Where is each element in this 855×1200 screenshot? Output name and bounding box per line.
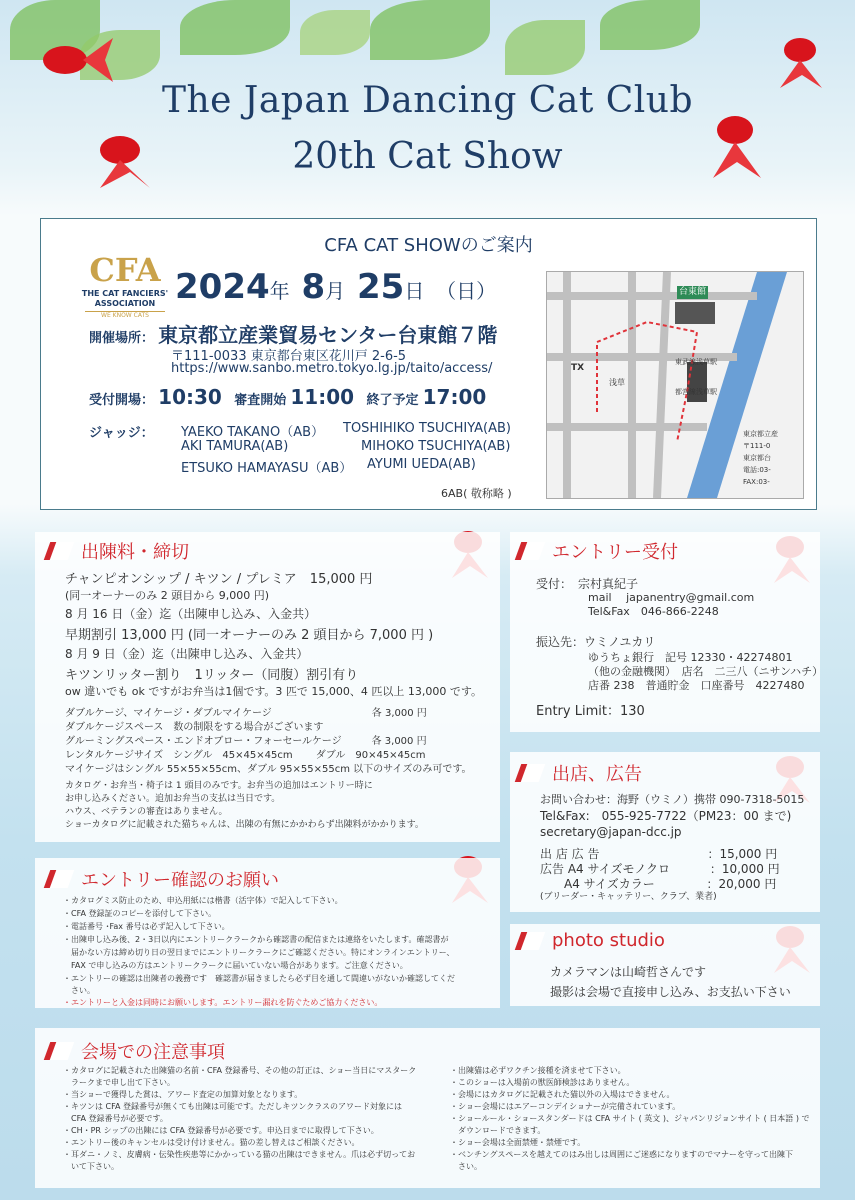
photo-line: 撮影は会場で直接申し込み、お支払い下さい — [550, 985, 791, 999]
notes-left-line: CFA 登録番号が必要です。 — [63, 1114, 168, 1123]
fees-heading: 出陳料・締切 — [81, 542, 189, 563]
fee-line: ダブルケージスペース 数の制限をする場合がございます — [65, 722, 324, 733]
notes-left-line: ラークまで申し出て下さい。 — [63, 1078, 175, 1087]
fee-line: ハウス、ベテランの審査はありません。 — [65, 807, 228, 817]
notes-left-line: ・CH・PR シップの出陳には CFA 登録番号が必要です。申込日までに取得して下さい。 — [63, 1126, 379, 1135]
shop-ad-section — [510, 752, 820, 912]
map-label: 東京都台 — [743, 454, 771, 462]
shop-line: (ブリーダー・キャッテリー、クラブ、業者) — [540, 892, 717, 902]
show-title-line1: The Japan Dancing Cat Club — [161, 80, 694, 121]
venue-notes-section — [35, 1028, 820, 1188]
confirm-line: ・カタログミス防止のため、申込用紙には楷書（活字体）で記入して下さい。 — [63, 896, 343, 905]
confirm-line: FAX で申し込みの方はエントリークラークに届いていない場合があります。ご注意ください。 — [63, 961, 408, 970]
entry-line: 振込先：ウミノユカリ — [536, 635, 656, 649]
honorific-note: 6AB( 敬称略 ) — [441, 487, 512, 500]
confirm-heading: エントリー確認のお願い — [81, 870, 279, 891]
venue-row: 開催場所： 東京都立産業貿易センター台東館７階 — [89, 323, 498, 347]
fee-line: ow 違いでも ok ですがお弁当は1個です。3 匹で 15,000、4 匹以上 13,000 です。 — [65, 685, 483, 698]
entry-confirm-section — [35, 858, 500, 1008]
map-label: 台東館 — [679, 287, 707, 297]
judge-name: YAEKO TAKANO（AB） — [181, 425, 325, 440]
map-label: 電話:03- — [743, 466, 771, 474]
maple-leaf-decoration — [300, 10, 370, 55]
map-label: 都営線浅草駅 — [675, 388, 717, 396]
fee-line: お申し込みください。追加お弁当の支払は当日です。 — [65, 794, 281, 804]
fee-line: マイケージはシングル 55×55×55cm、ダブル 95×55×55cm 以下のサイズのみ可です。 — [65, 764, 472, 775]
notes-right-line: ・ショー会場にはエアーコンデイショナーが完備されています。 — [450, 1102, 681, 1111]
notes-right-line: ・このショーは入場前の獣医師検診はありません。 — [450, 1078, 635, 1087]
notes-left-line: ・カタログに記載された出陳猫の名前・CFA 登録番号、その他の訂正は、ショー当日にマスターク — [63, 1066, 417, 1075]
venue-address: 〒111-0033 東京都台東区花川戸 2-6-5 — [171, 349, 407, 364]
fee-line: レンタルケージサイズ シングル 45×45×45cm ダブル 90×45×45cm — [65, 750, 426, 761]
confirm-line: 届かない方は締め切り日の翌日までにエントリークラークにご確認ください。特にオンラインエントリー、 — [63, 948, 455, 957]
fee-line: チャンピオンシップ / キツン / プレミア 15,000 円 — [65, 572, 373, 587]
maple-leaf-decoration — [370, 0, 490, 60]
map-label: TX — [571, 363, 585, 373]
confirm-line: ・出陳申し込み後、2・3日以内にエントリークラークから確認書の配信または連絡をいたします。確認書が — [63, 935, 449, 944]
entry-limit: Entry Limit：130 — [536, 704, 645, 719]
photo-heading: photo studio — [552, 930, 665, 951]
shop-line: お問い合わせ：海野（ウミノ）携帯 090-7318-5015 — [540, 793, 805, 806]
fee-line: キツンリッター割り 1リッター（同腹）割引有り — [65, 668, 359, 683]
fee-line: ダブルケージ、マイケージ・ダブルマイケージ 各 3,000 円 — [65, 708, 427, 719]
notes-left-line: ・当ショーで獲得した賞は、アワード査定の加算対象となります。 — [63, 1090, 303, 1099]
fee-line: グルーミングスペース・エンドオブロー・フォーセールケージ 各 3,000 円 — [65, 736, 427, 747]
fee-line: 早期割引 13,000 円 (同一オーナーのみ 2 頭目から 7,000 円 ) — [65, 628, 434, 643]
confirm-line: さい。 — [63, 986, 95, 995]
judge-name: AKI TAMURA(AB) — [181, 439, 289, 454]
entry-section — [510, 532, 824, 732]
show-date: 2024年 8月 25日 （日） — [175, 267, 497, 307]
notes-right-line: ・ベンチングスペースを越えてのはみ出しは周囲にご迷惑になりますのでマナーを守って出陳下 — [450, 1150, 793, 1159]
venue-url[interactable]: https://www.sanbo.metro.tokyo.lg.jp/taito/access/ — [171, 361, 493, 376]
maple-leaf-decoration — [180, 0, 290, 55]
entry-line: ゆうちょ銀行 記号 12330・42274801 — [588, 651, 793, 664]
confirm-line: ・エントリーと入金は同時にお願いします。エントリー漏れを防ぐためご協力ください。 — [63, 998, 383, 1007]
maple-leaf-decoration — [505, 20, 585, 75]
venue-access-map — [546, 271, 804, 499]
map-label: 東京都立産 — [743, 430, 778, 438]
show-title-line2: 20th Cat Show — [292, 136, 563, 177]
judge-name: MIHOKO TSUCHIYA(AB) — [361, 439, 511, 454]
notes-right-line: さい。 — [450, 1162, 482, 1171]
judge-name: TOSHIHIKO TSUCHIYA(AB) — [343, 421, 511, 436]
notes-right-line: ・出陳猫は必ずワクチン接種を済ませて下さい。 — [450, 1066, 626, 1075]
shop-line: 出 店 広 告 ：15,000 円 — [540, 847, 778, 861]
shop-email[interactable]: secretary@japan-dcc.jp — [540, 825, 682, 839]
notes-left-line: ・キツンは CFA 登録番号が無くても出陳は可能です。ただしキツンクラスのアワード対象には — [63, 1102, 402, 1111]
fee-line: 8 月 9 日（金）迄（出陳申し込み、入金共） — [65, 647, 309, 661]
photo-studio-section — [510, 924, 820, 1006]
map-label: 東武線浅草駅 — [675, 358, 717, 366]
notes-right-line: ・ショールール・ショースタンダードは CFA サイト ( 英文 )、ジャパンリジョンサイト ( 日本語 ) で — [450, 1114, 810, 1123]
entry-email[interactable]: mail japanentry@gmail.com — [588, 591, 755, 604]
map-label: 浅草 — [609, 378, 625, 387]
cfa-logo: CFA THE CAT FANCIERS' ASSOCIATION WE KNOW CATS — [81, 251, 169, 319]
judge-name: ETSUKO HAMAYASU（AB） — [181, 461, 353, 476]
confirm-line: ・CFA 登録証のコピーを添付して下さい。 — [63, 909, 217, 918]
notes-left-line: ・エントリー後のキャンセルは受け付けません。猫の差し替えはご相談ください。 — [63, 1138, 360, 1147]
shop-line: Tel&Fax: 055-925-7722（PM23：00 まで) — [540, 809, 792, 823]
shop-line: 広告 A4 サイズモノクロ ：10,000 円 — [540, 862, 780, 876]
maple-leaf-decoration — [600, 0, 700, 50]
confirm-line: ・電話番号 ･Fax 番号は必ず記入して下さい。 — [63, 922, 230, 931]
notes-left-line: いて下さい。 — [63, 1162, 119, 1171]
photo-line: カメラマンは山崎哲さんです — [550, 965, 707, 979]
map-label: FAX:03- — [743, 478, 770, 486]
shop-line: A4 サイズカラー ：20,000 円 — [540, 877, 777, 891]
fees-section — [35, 532, 500, 842]
fee-line: (同一オーナーのみ 2 頭目から 9,000 円) — [65, 589, 270, 602]
judge-name: AYUMI UEDA(AB) — [367, 457, 476, 472]
fee-line: ショーカタログに記載された猫ちゃんは、出陳の有無にかかわらず出陳料がかかります。 — [65, 820, 424, 830]
map-label: 〒111-0 — [743, 442, 771, 450]
confirm-line: ・エントリーの確認は出陳者の義務です 確認書が届きましたら必ず目を通して間違いがないか確認してくだ — [63, 974, 455, 983]
notes-left-line: ・耳ダニ・ノミ、皮膚病・伝染性疾患等にかかっている猫の出陳はできません。爪は必ず切ってお — [63, 1150, 416, 1159]
entry-line: 店番 238 普通貯金 口座番号 4227480 — [588, 679, 805, 692]
cfa-show-heading: CFA CAT SHOWのご案内 — [324, 235, 533, 256]
shop-heading: 出店、広告 — [552, 764, 642, 785]
notes-heading: 会場での注意事項 — [81, 1042, 225, 1063]
fee-line: 8 月 16 日（金）迄（出陳申し込み、入金共） — [65, 607, 317, 621]
fee-line: カタログ・お弁当・椅子は 1 頭目のみです。お弁当の追加はエントリー時に — [65, 781, 373, 791]
notes-right-line: ・会場にはカタログに記載された猫以外の入場はできません。 — [450, 1090, 675, 1099]
notes-right-line: ・ショー会場は全面禁煙・禁煙です。 — [450, 1138, 586, 1147]
entry-line: Tel&Fax 046-866-2248 — [588, 605, 719, 618]
judges-label: ジャッジ： — [89, 426, 154, 441]
entry-line: （他の金融機関） 店名 二三八（ニサンハチ） — [588, 665, 824, 678]
entry-heading: エントリー受付 — [552, 542, 678, 563]
time-row: 受付開場： 10:30 審査開始 11:00 終了予定 17:00 — [89, 385, 487, 409]
show-info-box — [40, 218, 817, 510]
entry-line: 受付： 宗村真紀子 — [536, 577, 639, 591]
notes-right-line: ダウンロードできます。 — [450, 1126, 546, 1135]
